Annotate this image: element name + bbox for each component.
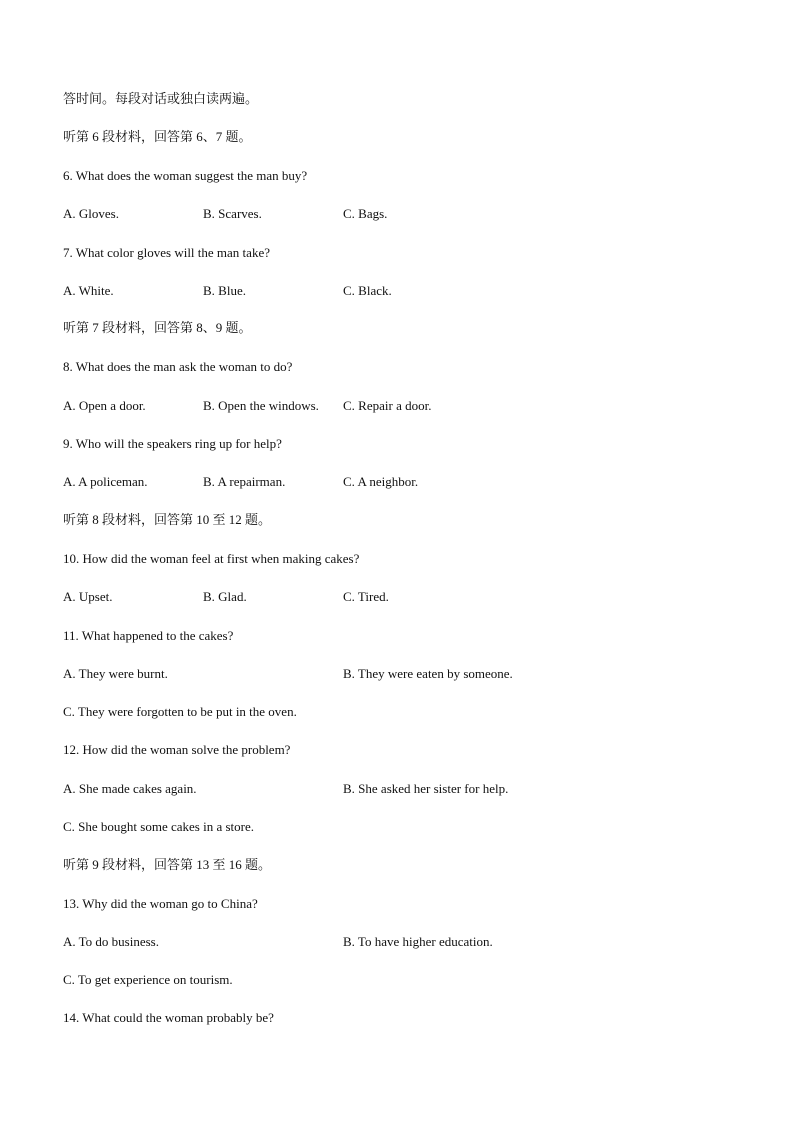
option-11a: A. They were burnt.: [63, 666, 168, 681]
option-7a: A. White.: [63, 283, 114, 298]
section-heading-9: 听第 9 段材料，回答第 13 至 16 题。: [63, 857, 272, 872]
option-6a: A. Gloves.: [63, 206, 119, 221]
question-13: 13. Why did the woman go to China?: [63, 896, 258, 911]
option-9c: C. A neighbor.: [343, 474, 419, 489]
option-7c: C. Black.: [343, 283, 392, 298]
option-12a: A. She made cakes again.: [63, 781, 197, 796]
question-6: 6. What does the woman suggest the man buy?: [63, 168, 308, 183]
option-11c: C. They were forgotten to be put in the oven.: [63, 704, 297, 719]
option-10b: B. Glad.: [203, 589, 247, 604]
question-12: 12. How did the woman solve the problem?: [63, 742, 291, 757]
question-8: 8. What does the man ask the woman to do?: [63, 359, 293, 374]
option-13b: B. To have higher education.: [343, 934, 493, 949]
option-13c: C. To get experience on tourism.: [63, 972, 233, 987]
question-7: 7. What color gloves will the man take?: [63, 245, 270, 260]
option-9a: A. A policeman.: [63, 474, 148, 489]
option-8c: C. Repair a door.: [343, 398, 432, 413]
option-9b: B. A repairman.: [203, 474, 286, 489]
question-10: 10. How did the woman feel at first when making cakes?: [63, 551, 360, 566]
option-6c: C. Bags.: [343, 206, 388, 221]
option-6b: B. Scarves.: [203, 206, 262, 221]
option-12c: C. She bought some cakes in a store.: [63, 819, 254, 834]
intro-text: 答时间。每段对话或独白读两遍。: [63, 91, 259, 106]
option-10a: A. Upset.: [63, 589, 113, 604]
option-7b: B. Blue.: [203, 283, 246, 298]
question-9: 9. Who will the speakers ring up for help?: [63, 436, 282, 451]
option-8a: A. Open a door.: [63, 398, 146, 413]
option-8b: B. Open the windows.: [203, 398, 319, 413]
option-10c: C. Tired.: [343, 589, 389, 604]
section-heading-7: 听第 7 段材料，回答第 8、9 题。: [63, 320, 252, 335]
section-heading-6: 听第 6 段材料，回答第 6、7 题。: [63, 129, 252, 144]
section-heading-8: 听第 8 段材料，回答第 10 至 12 题。: [63, 512, 272, 527]
option-11b: B. They were eaten by someone.: [343, 666, 513, 681]
question-14: 14. What could the woman probably be?: [63, 1010, 274, 1025]
option-13a: A. To do business.: [63, 934, 159, 949]
question-11: 11. What happened to the cakes?: [63, 628, 234, 643]
option-12b: B. She asked her sister for help.: [343, 781, 509, 796]
